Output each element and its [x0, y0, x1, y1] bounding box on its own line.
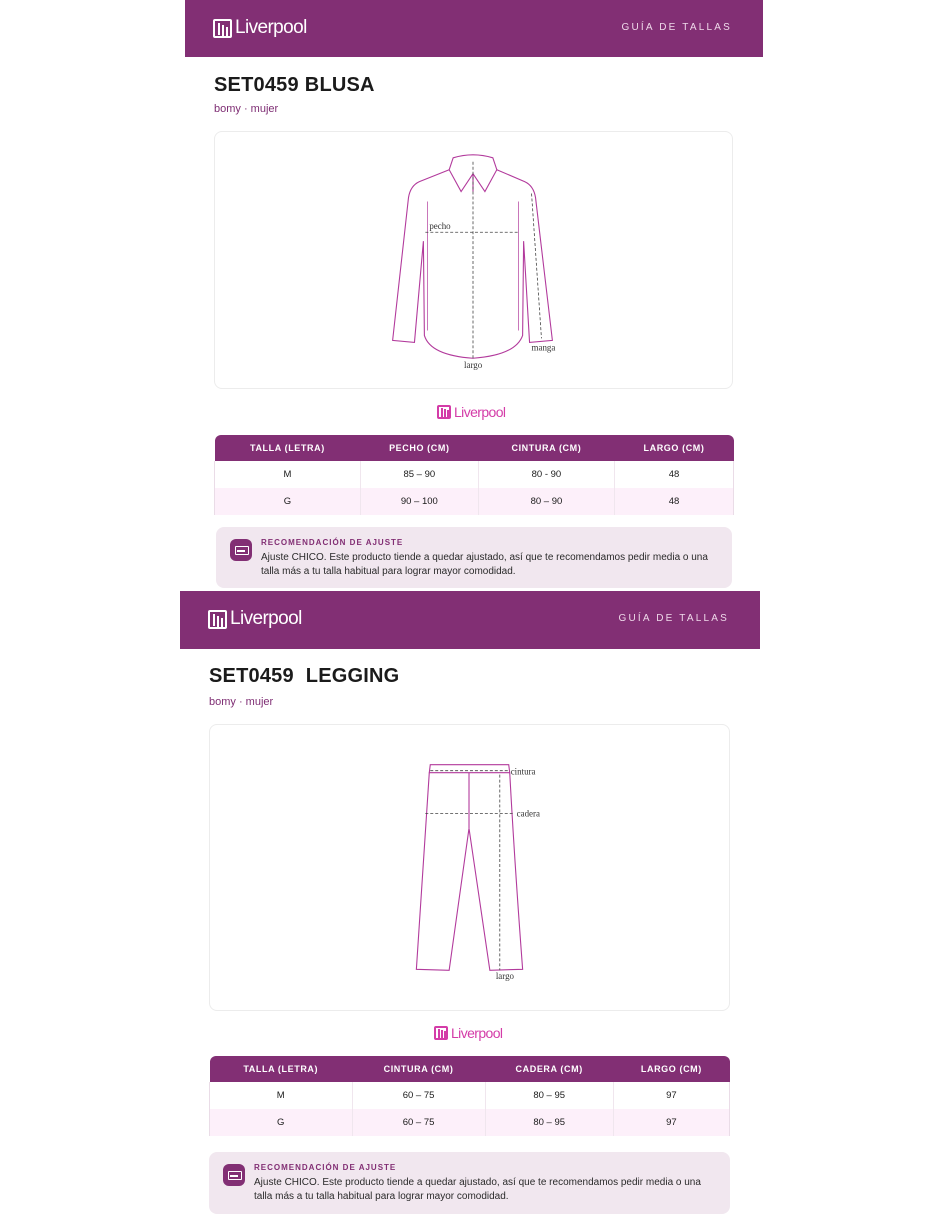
fit-recommendation	[216, 527, 732, 588]
table-cell: G	[210, 1109, 353, 1136]
label-largo: largo	[464, 360, 483, 371]
ruler-icon	[223, 1164, 245, 1186]
liverpool-logo-icon	[434, 1026, 448, 1040]
product-meta: bomy · mujer	[209, 696, 274, 708]
table-row	[210, 1109, 730, 1136]
table-cell: G	[215, 488, 361, 515]
table-cell: M	[215, 461, 361, 488]
col-header: CINTURA (CM)	[352, 1056, 485, 1082]
size-table	[214, 435, 734, 515]
fit-recommendation-text: Ajuste CHICO. Este producto tiende a quedar ajustado, así que te recomendamos pedir media o una talla más a tu talla habitual para lograr mayor comodidad.	[261, 552, 708, 577]
product-name: LEGGING	[305, 665, 400, 687]
table-row	[210, 1082, 730, 1109]
liverpool-logo-icon	[437, 405, 451, 419]
table-cell: 60 – 75	[352, 1109, 485, 1136]
table-cell: 80 – 95	[485, 1109, 613, 1136]
product-code: SET0459	[214, 74, 299, 96]
size-guide-blusa	[185, 0, 763, 592]
col-header: TALLA (LETRA)	[215, 435, 361, 461]
label-cadera: cadera	[516, 808, 540, 819]
liverpool-logo-icon	[213, 19, 232, 38]
size-table	[209, 1056, 730, 1136]
liverpool-mid-logo	[434, 1025, 502, 1041]
header-bar	[180, 591, 760, 649]
table-row	[215, 488, 734, 515]
table-cell: 48	[615, 461, 734, 488]
product-meta: bomy · mujer	[214, 103, 279, 115]
table-header-row	[210, 1056, 730, 1082]
table-header-row	[215, 435, 734, 461]
blouse-diagram	[215, 132, 732, 388]
liverpool-mid-logo	[437, 404, 505, 420]
garment-diagram-card	[214, 131, 733, 389]
blouse-body	[393, 170, 553, 359]
col-header: CADERA (CM)	[485, 1056, 613, 1082]
table-cell: 80 – 90	[478, 488, 614, 515]
table-cell: 97	[613, 1109, 729, 1136]
legging-diagram	[210, 725, 729, 1010]
product-title	[214, 74, 375, 97]
manga-line	[532, 194, 542, 339]
product-name: BLUSA	[304, 74, 375, 96]
product-title	[209, 665, 399, 688]
fit-recommendation	[209, 1152, 730, 1214]
size-guide-legging	[180, 591, 760, 1215]
fit-recommendation-title: RECOMENDACIÓN DE AJUSTE	[254, 1163, 397, 1172]
mid-logo-text: Liverpool	[451, 1025, 503, 1041]
label-pecho: pecho	[429, 221, 451, 232]
product-code: SET0459	[209, 665, 294, 687]
col-header: TALLA (LETRA)	[210, 1056, 353, 1082]
table-cell: 80 - 90	[478, 461, 614, 488]
col-header: LARGO (CM)	[615, 435, 734, 461]
fit-recommendation-text: Ajuste CHICO. Este producto tiende a quedar ajustado, así que te recomendamos pedir media o una talla más a tu talla habitual para lograr mayor comodidad.	[254, 1177, 701, 1202]
table-cell: 90 – 100	[360, 488, 478, 515]
table-cell: M	[210, 1082, 353, 1109]
garment-diagram-card	[209, 724, 730, 1011]
table-cell: 97	[613, 1082, 729, 1109]
table-cell: 85 – 90	[360, 461, 478, 488]
table-row	[215, 461, 734, 488]
col-header: LARGO (CM)	[613, 1056, 729, 1082]
col-header: PECHO (CM)	[360, 435, 478, 461]
label-manga: manga	[531, 342, 556, 353]
label-largo: largo	[495, 971, 514, 982]
table-cell: 60 – 75	[352, 1082, 485, 1109]
mid-logo-text: Liverpool	[454, 404, 506, 420]
col-header: CINTURA (CM)	[478, 435, 614, 461]
legging-waistband	[429, 765, 509, 773]
table-cell: 80 – 95	[485, 1082, 613, 1109]
liverpool-logo[interactable]	[208, 608, 302, 630]
logo-text: Liverpool	[230, 608, 302, 629]
label-cintura: cintura	[510, 766, 536, 777]
liverpool-logo-icon	[208, 610, 227, 629]
size-guide-link[interactable]: GUÍA DE TALLAS	[621, 22, 732, 33]
table-cell: 48	[615, 488, 734, 515]
ruler-icon	[230, 539, 252, 561]
liverpool-logo[interactable]	[213, 17, 307, 39]
size-guide-link[interactable]: GUÍA DE TALLAS	[618, 613, 729, 624]
fit-recommendation-title: RECOMENDACIÓN DE AJUSTE	[261, 538, 404, 547]
header-bar	[185, 0, 763, 57]
logo-text: Liverpool	[235, 17, 307, 38]
